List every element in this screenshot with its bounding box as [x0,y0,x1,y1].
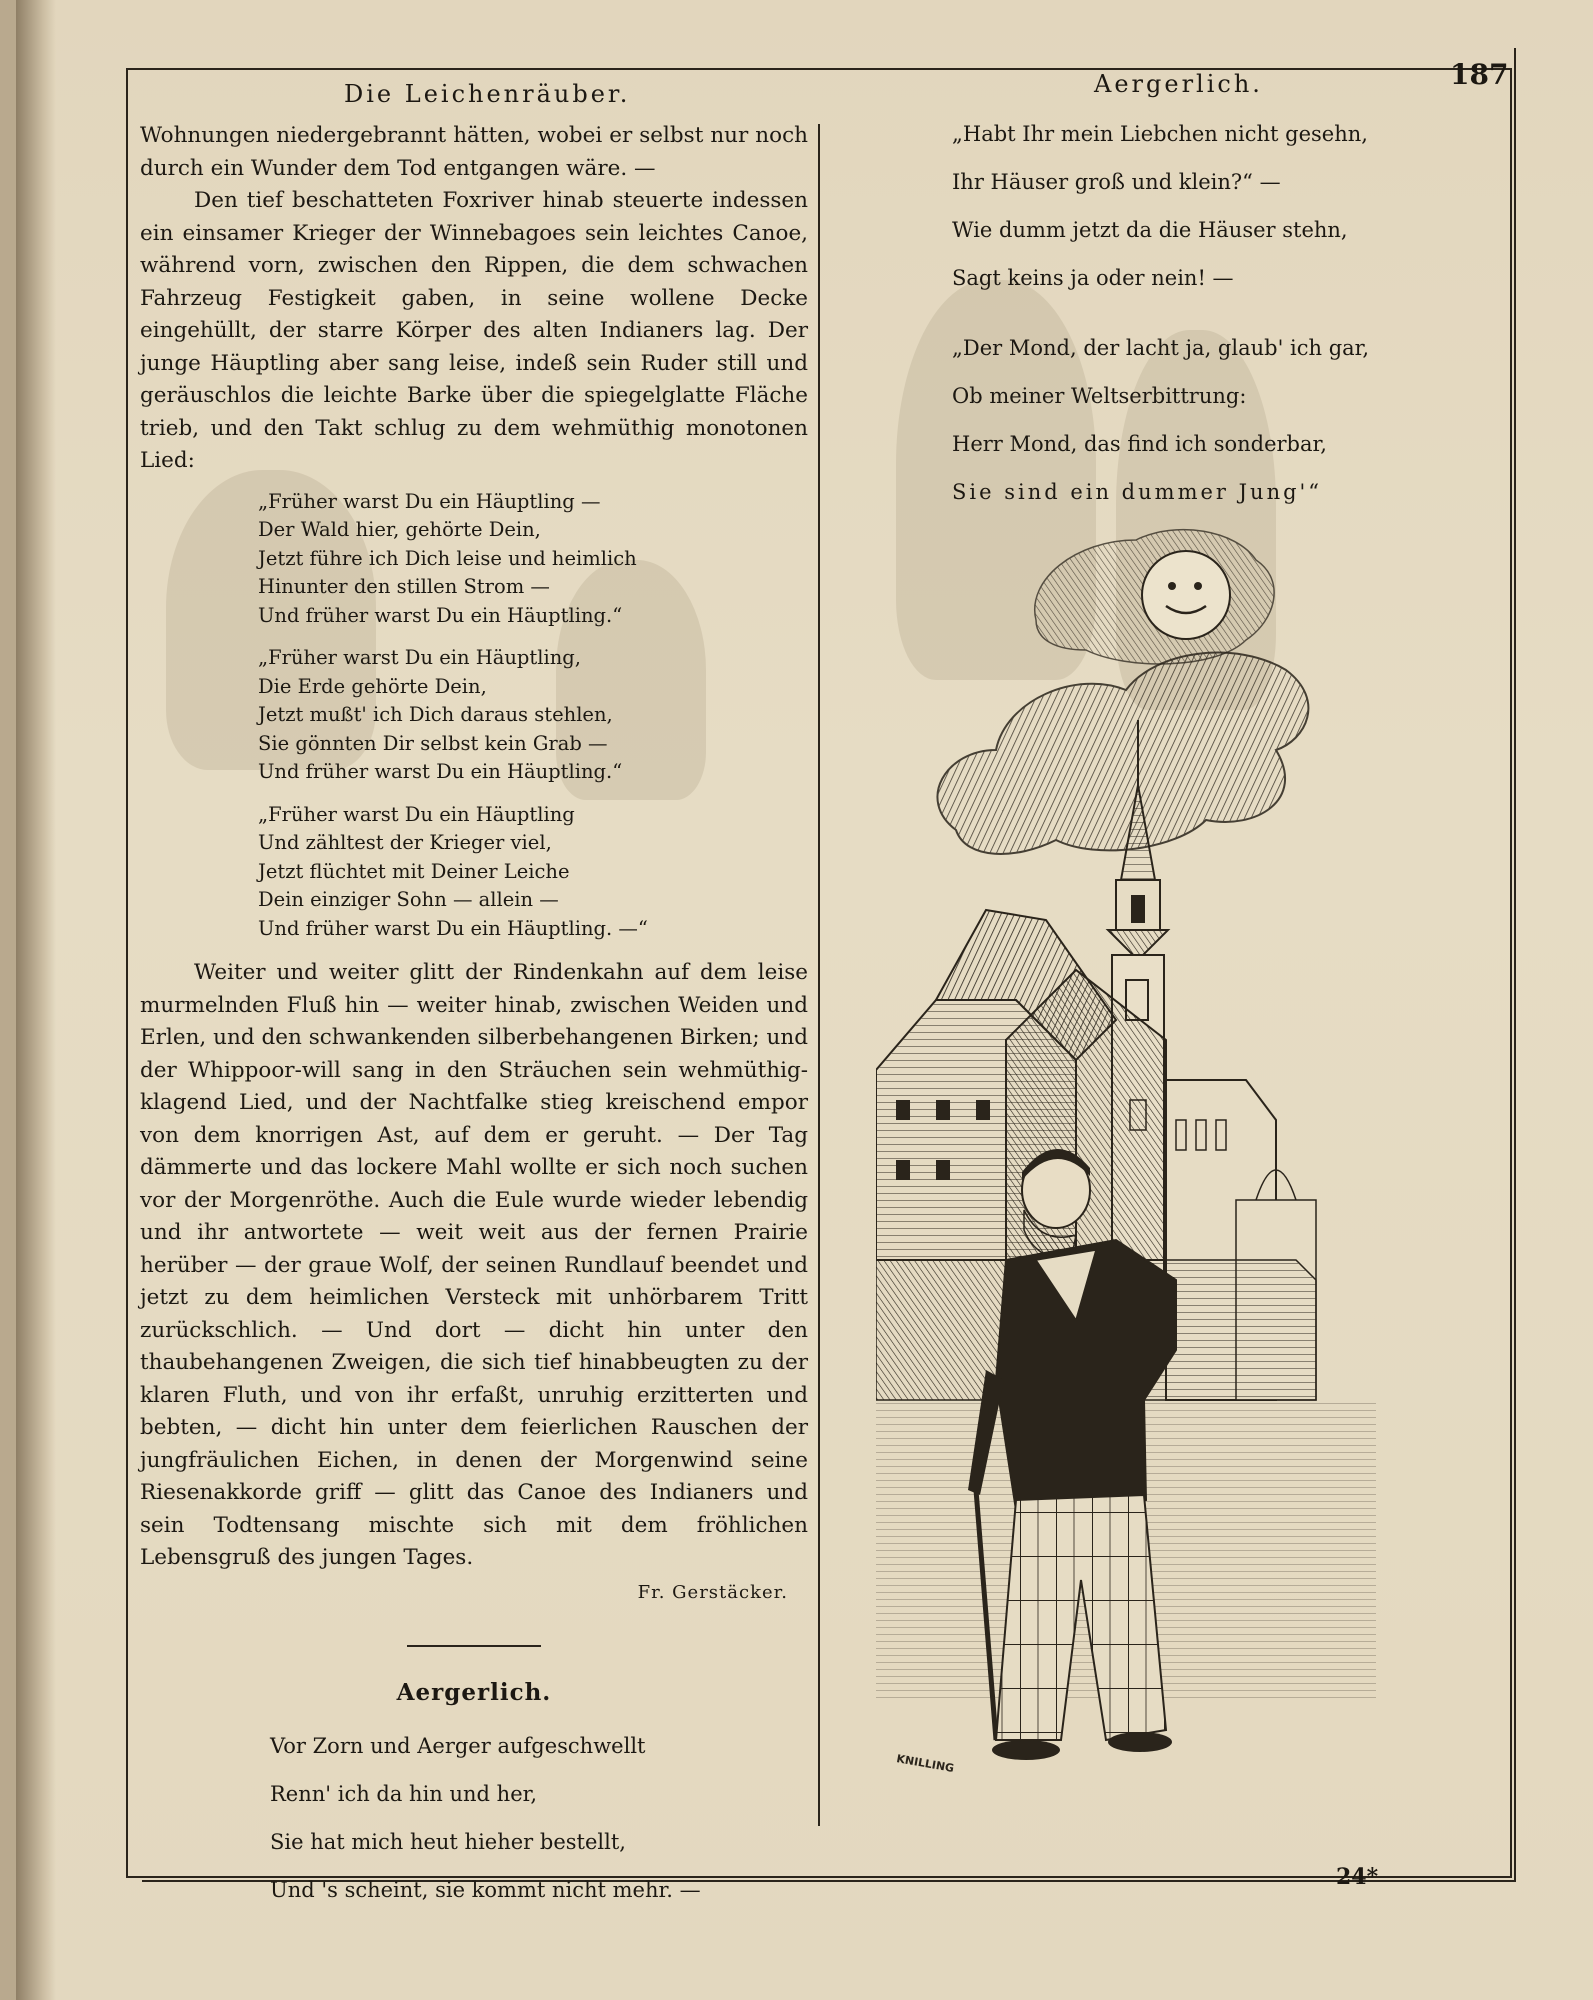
poem-stanza-2 [952,110,1369,302]
page-number: 187 [1450,58,1509,91]
verse-line: Die Erde gehörte Dein, [258,674,487,698]
illustration-engraving [876,500,1466,1800]
song-verse-3 [258,801,808,944]
poem-line: Wie dumm jetzt da die Häuser stehn, [952,218,1348,242]
poem-line: „Habt Ihr mein Liebchen nicht gesehn, [952,122,1368,146]
poem-line: Ob meiner Weltserbittrung: [952,384,1247,408]
verse-line: „Früher warst Du ein Häuptling [258,802,575,826]
paragraph-1: Wohnungen niedergebrannt hätten, wobei er selbst nur noch durch ein Wunder dem Tod entgangen wäre. — [140,123,808,181]
verse-line: Jetzt flüchtet mit Deiner Leiche [258,859,570,883]
song-verse-1 [258,488,808,631]
binding-shadow [16,0,56,2000]
verse-line: Und früher warst Du ein Häuptling.“ [258,760,623,783]
paragraph-2: Den tief beschatteten Foxriver hinab steuerte indessen ein einsamer Krieger der Winnebagoes sein leichtes Canoe, während vorn, zwischen den Rippen, die dem schwachen Fahrzeug Festigkeit gaben, in seine wollene Decke eingehüllt, der starre Körper des alten Indianers lag. Der junge Häuptling aber sang leise, indeß sein Ruder still und geräuschlos die leichte Barke über die spiegelglatte Fläche trieb, und den Takt schlug zu dem wehmüthig monotonen Lied: [140,188,808,473]
poem-line: Vor Zorn und Aerger aufgeschwellt [270,1733,646,1758]
verse-line: Und früher warst Du ein Häuptling.“ [258,603,623,627]
poem-line: „Der Mond, der lacht ja, glaub' ich gar, [952,336,1370,360]
moon-face [1142,551,1230,639]
verse-line: Jetzt führe ich Dich leise und heimlich [258,546,637,570]
running-head-left: Die Leichenräuber. [344,80,631,108]
verse-line: Sie gönnten Dir selbst kein Grab — [258,731,608,755]
poem-line: Und 's scheint, sie kommt nicht mehr. — [270,1877,701,1902]
engraver-mark: KNILLING [895,1752,956,1776]
verse-line: Und zähltest der Krieger viel, [258,831,552,854]
verse-line: „Früher warst Du ein Häuptling — [258,489,601,513]
poem-stanza-3 [952,324,1369,516]
poem-line: Renn' ich da hin und her, [270,1781,538,1806]
poem-line: Sie sind ein dummer Jung'“ [952,480,1323,504]
poem-line: Ihr Häuser groß und klein?“ — [952,170,1281,194]
verse-line: Hinunter den stillen Strom — [258,575,550,598]
verse-line: Jetzt mußt' ich Dich daraus stehlen, [258,703,613,726]
left-column [140,120,808,1914]
poem-title: Aergerlich. [396,1679,552,1706]
verse-line: Und früher warst Du ein Häuptling. —“ [258,916,648,940]
verse-line: „Früher warst Du ein Häuptling, [258,646,581,669]
column-rule [818,124,820,1826]
author-credit: Fr. Gerstäcker. [637,1581,788,1603]
song-verse-2 [258,644,808,787]
poem-line: Herr Mond, das find ich sonderbar, [952,432,1327,456]
poem-line: Sie hat mich heut hieher bestellt, [270,1829,626,1854]
verse-line: Der Wald hier, gehörte Dein, [258,518,541,541]
poem-line: Sagt keins ja oder nein! — [952,266,1234,290]
signature-mark: 24* [1336,1864,1379,1890]
section-divider [407,1645,541,1647]
right-column-poem [952,110,1369,538]
running-head-right: Aergerlich. [1094,70,1263,98]
poem-stanza-1 [270,1722,808,1914]
verse-line: Dein einziger Sohn — allein — [258,888,559,911]
page-sheet [16,0,1593,2000]
moon-cloud [937,530,1308,854]
paragraph-3: Weiter und weiter glitt der Rindenkahn auf dem leise murmelnden Fluß hin — weiter hinab, zwischen Weiden und Erlen, und den schwankenden silberbehangenen Birken; und der Whippoor-will sang in den Sträuchen sein wehmüthig-klagend Lied, und der Nachtfalke stieg kreischend empor von dem knorrigen Ast, auf dem er geruht. — Der Tag dämmerte und das lockere Mahl wollte er sich noch suchen vor der Morgenröthe. Auch die Eule wurde wieder lebendig und ihr antwortete — weit weit aus der fernen Prairie herüber — der graue Wolf, der seinen Rundlauf beendet und jetzt zu dem heimlichen Versteck mit unhörbarem Tritt zurückschlich. — Und dort — dicht hin unter den thaubehangenen Zweigen, die sich tief hinabbeugten zu der klaren Fluth, und von ihr erfaßt, unruhig erzitterten und bebten, — dicht hin unter dem feierlichen Rauschen der jungfräulichen Eichen, in denen der Morgenwind seine Riesenakkorde griff — glitt das Canoe des Indianers und sein Todtensang mischte sich mit dem fröhlichen Lebensgruß des jungen Tages. [140,960,808,1570]
